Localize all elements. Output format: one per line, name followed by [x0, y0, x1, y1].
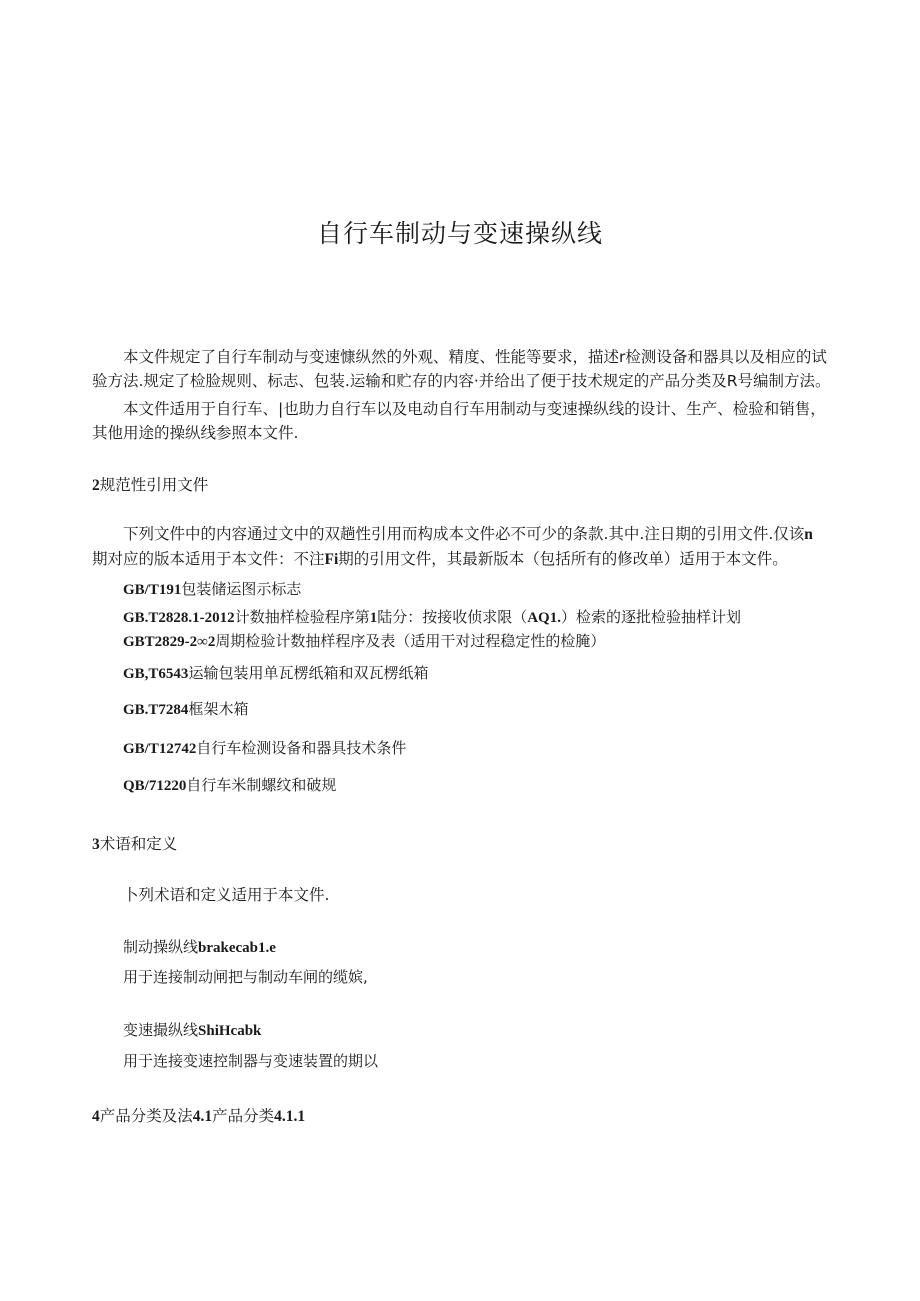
subsection-title: 产品分类: [212, 1107, 275, 1125]
reference-code: GBT2829-2∞2: [123, 634, 216, 650]
reference-item: [123, 606, 741, 627]
reference-title: 周期检验计数抽样程序及表（适用干对过程稳定性的检腌）: [215, 632, 606, 650]
term-name: 制动操纵线: [123, 938, 199, 956]
reference-title: 包装储运图示标志: [181, 580, 302, 598]
term-definition: 用于连接变速控制器与变速装置的期以: [123, 1052, 379, 1070]
reference-code: QB/71220: [123, 778, 187, 794]
scope-paragraph-1-line-1: 本文件规定了自行车制动与变速慷纵然的外观、精度、性能等要求，描述r检测设备和器具以及相应的试: [123, 348, 827, 366]
term-definition: 用于连接制动闸把与制动车闸的缆嫔,: [123, 968, 368, 986]
section-2-heading: [92, 473, 208, 495]
term-english: brakecab1.e: [198, 940, 276, 956]
reference-title-part: ）检索的逐批检验抽样计划: [560, 608, 741, 626]
term-heading: [123, 1019, 261, 1040]
reference-item: [123, 774, 336, 795]
section-number: 2: [92, 477, 100, 494]
term-heading: [123, 936, 276, 957]
reference-item: [123, 578, 301, 599]
reference-title: 自行车检测设备和器具技术条件: [196, 739, 407, 757]
reference-title: 运输包装用单瓦楞纸箱和双瓦楞纸箱: [188, 664, 429, 682]
intro-text-tail: n: [804, 526, 813, 543]
section-number: 4: [92, 1108, 100, 1125]
scope-paragraph-2-line-2: 其他用途的操纵线参照本文件.: [92, 424, 299, 442]
reference-code: GB/T191: [123, 582, 182, 598]
reference-item: [123, 737, 406, 758]
reference-item: [123, 630, 605, 651]
reference-code: GB/T12742: [123, 741, 197, 757]
reference-code-part: AQ1.: [527, 610, 561, 626]
intro-text-tail: 期的引用文件，其最新版本（包括所有的修改单）适用于本文件。: [338, 550, 788, 568]
document-title: 自行车制动与变速操纵线: [316, 219, 603, 248]
section-title: 术语和定义: [99, 835, 178, 853]
term-name: 变速撮纵线: [123, 1021, 199, 1039]
intro-text-mid: Fi: [324, 551, 339, 568]
reference-code: GB.T7284: [123, 702, 189, 718]
section-number: 3: [92, 836, 100, 853]
intro-text: 下列文件中的内容通过文中的双趟性引用而构成本文件必不可少的条款.其中.注日期的引用文件.仅该: [123, 525, 805, 543]
section-2-intro-line-2: [92, 548, 788, 571]
section-3-intro: 卜列术语和定义适用于本文件.: [123, 886, 330, 904]
subsection-number: 4.1.1: [274, 1108, 306, 1125]
section-3-heading: [92, 832, 177, 854]
reference-code-part: 1: [369, 610, 378, 626]
section-title: 规范性引用文件: [99, 476, 209, 494]
reference-title: 自行车米制螺纹和破规: [186, 776, 337, 794]
term-english: ShiHcabk: [198, 1023, 262, 1039]
section-2-intro-line-1: [123, 523, 813, 546]
section-title: 产品分类及法: [99, 1107, 193, 1125]
reference-title-part: 陆分：按接收侦求限（: [377, 608, 528, 626]
scope-paragraph-1-line-2: 验方法.规定了检脸规则、标志、包装.运输和贮存的内容·并给出了便于技术规定的产品分类及R号编制方法。: [92, 372, 831, 390]
reference-code: GB.T2828.1-2012: [123, 610, 235, 626]
reference-item: [123, 662, 428, 683]
subsection-number: 4.1: [192, 1108, 213, 1125]
section-4-heading: [92, 1104, 305, 1126]
reference-code: GB,T6543: [123, 666, 189, 682]
scope-paragraph-2-line-1: 本文件适用于自行车、|也助力自行车以及电动自行车用制动与变速操纵线的设计、生产、检验和销售，: [123, 400, 826, 418]
reference-title: 框架木箱: [188, 700, 249, 718]
reference-item: [123, 698, 248, 719]
reference-title: 计数抽样检验程序第: [234, 608, 370, 626]
intro-text: 期对应的版本适用于本文件：不注: [92, 550, 325, 568]
